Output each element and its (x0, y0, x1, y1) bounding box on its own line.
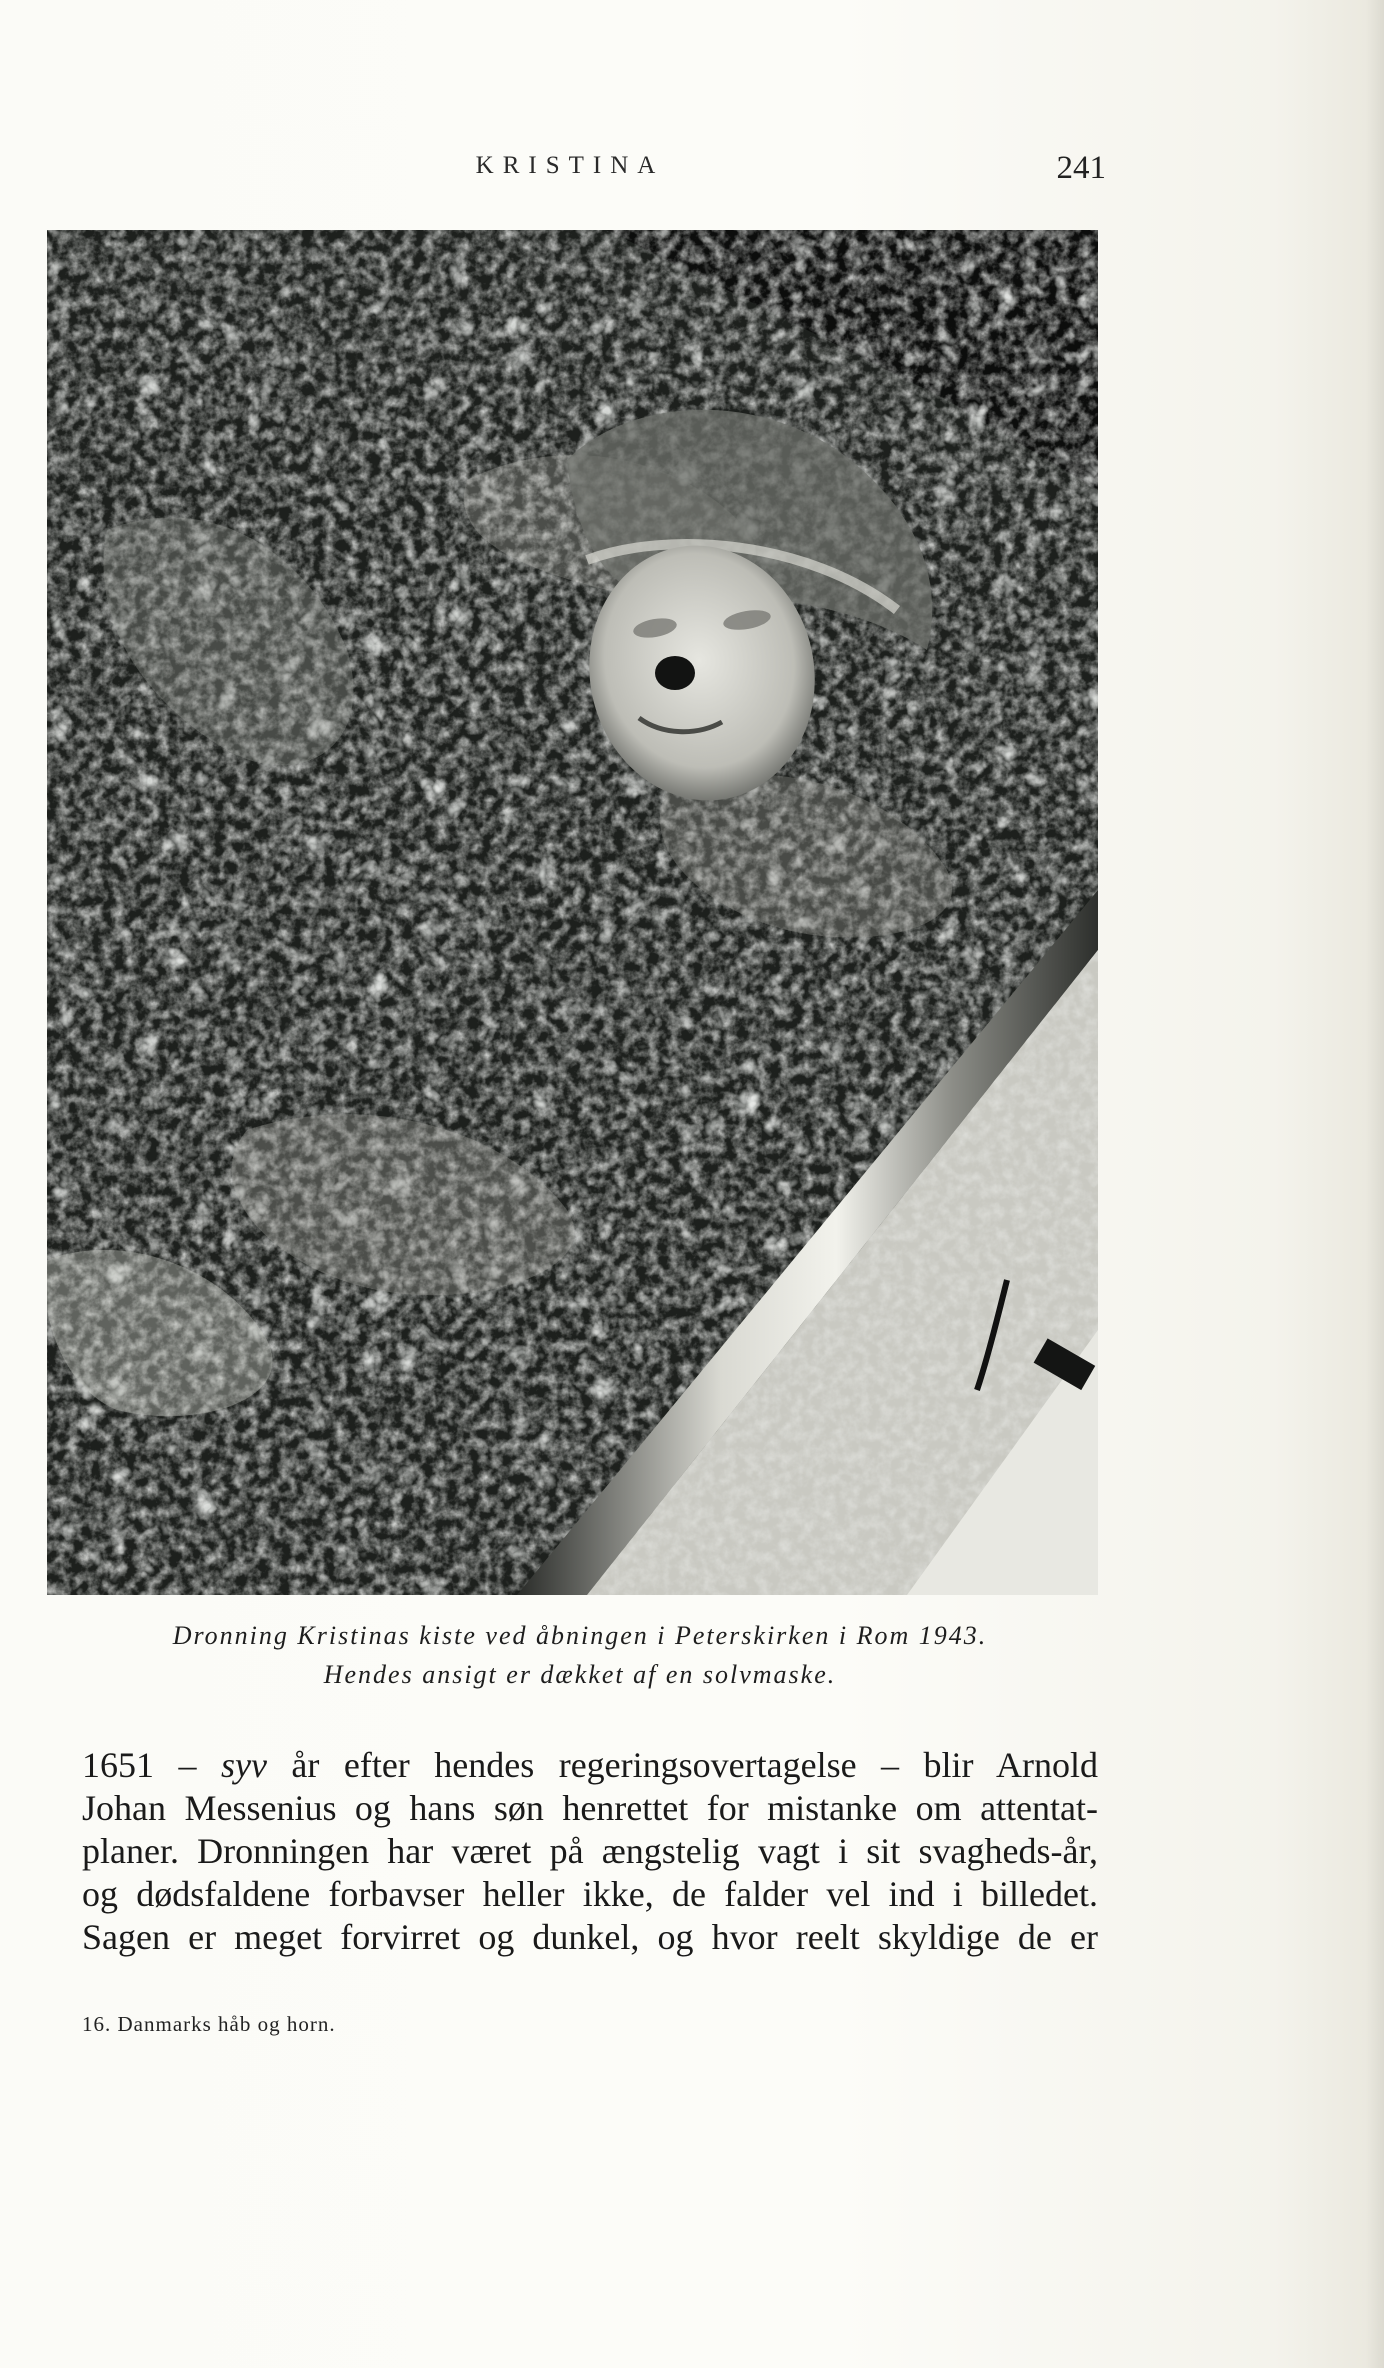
italic-word: syv (220, 1745, 267, 1785)
printer-signature: 16. Danmarks håb og horn. (82, 2012, 336, 2036)
coffin-photograph (47, 230, 1098, 1595)
text-line: Sagen er meget forvirret og dunkel, og hvor reelt skyldige de er (82, 1917, 1098, 1957)
body-paragraph (82, 1744, 1098, 1959)
text-segment: år efter hendes regeringsovertagelse – blir Arnold (266, 1745, 1099, 1785)
text-line (82, 1744, 1098, 1787)
page-number: 241 (1056, 150, 1106, 186)
caption-line: Dronning Kristinas kiste ved åbningen i Peterskirken i Rom 1943. (172, 1621, 988, 1650)
caption-line: Hendes ansigt er dækket af en solvmaske. (323, 1660, 837, 1689)
text-segment: 1651 – (82, 1745, 221, 1785)
text-line: Johan Messenius og hans søn henrettet for mistanke om attentat- (82, 1788, 1098, 1828)
figure-caption (60, 1616, 1100, 1694)
running-head: KRISTINA (475, 152, 665, 179)
text-line: og dødsfaldene forbavser heller ikke, de falder vel ind i billedet. (82, 1874, 1098, 1914)
text-line: planer. Dronningen har været på ængstelig vagt i sit svagheds-år, (82, 1831, 1098, 1871)
page-edge-shadow (1366, 0, 1384, 2368)
